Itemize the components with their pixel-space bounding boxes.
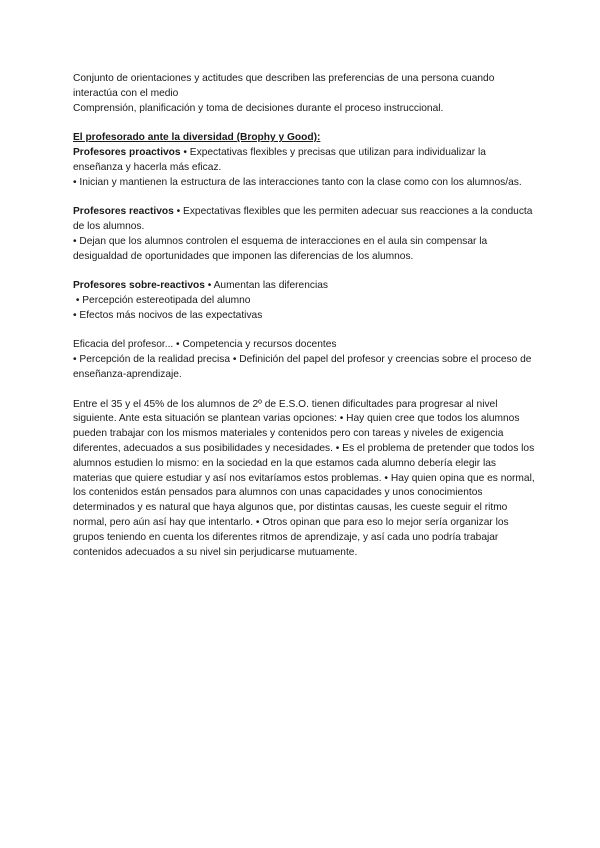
spacer xyxy=(73,190,535,205)
reactive-paragraph xyxy=(73,205,535,235)
final-paragraph: Entre el 35 y el 45% de los alumnos de 2º de E.S.O. tienen dificultades para progresar al nivel siguiente. Ante esta situación se plantean varias opciones: • Hay quien cree que todos los alumnos pueden trabajar con los mismos materiales y contenidos pero con tareas y niveles de exigencia diferentes, adecuados a sus posibilidades y necesidades. • Es el problema de pretender que todos los alumnos estudien lo mismo: en la sociedad en la que estamos cada alumno debería elegir las materias que quiere estudiar y así nos evitaríamos estos problemas. • Hay quien opina que es normal, los contenidos están pensados para alumnos con unas capacidades y unos conocimientos determinados y es natural que haya algunos que, por distintas causas, les cueste seguir el ritmo normal, pero aún así hay que intentarlo. • Otros opinan que para eso lo mejor sería organizar los grupos teniendo en cuenta los diferentes ritmos de aprendizaje, y así cada uno podría trabajar contenidos adecuados a su nivel sin perjudicarse mutuamente. xyxy=(73,398,535,558)
proactive-label: Profesores proactivos xyxy=(73,146,181,158)
efficacy-line-1: Eficacia del profesor... • Competencia y recursos docentes xyxy=(73,339,337,351)
over-reactive-label: Profesores sobre-reactivos xyxy=(73,280,205,292)
over-reactive-paragraph xyxy=(73,279,535,294)
reactive-text-1: • Expectativas flexibles que les permiten adecuar sus reacciones a la conducta de los alumnos. xyxy=(73,206,533,232)
spacer xyxy=(73,324,535,339)
spacer xyxy=(73,116,535,131)
document-body xyxy=(73,72,535,560)
proactive-paragraph xyxy=(73,146,535,176)
section-heading: El profesorado ante la diversidad (Brophy y Good): xyxy=(73,132,321,144)
over-reactive-text-3: • Efectos más nocivos de las expectativas xyxy=(73,309,263,321)
efficacy-line-2: • Percepción de la realidad precisa • Definición del papel del profesor y creencias sobre el proceso de enseñanza-aprendizaje. xyxy=(73,354,532,380)
over-reactive-text-1: • Aumentan las diferencias xyxy=(204,280,328,292)
over-reactive-text-2: • Percepción estereotipada del alumno xyxy=(73,294,251,306)
proactive-text-1: • Expectativas flexibles y precisas que utilizan para individualizar la enseñanza y hacerla más eficaz. xyxy=(73,146,486,173)
intro-line-1: Conjunto de orientaciones y actitudes que describen las preferencias de una persona cuando interactúa con el medio xyxy=(73,73,495,99)
spacer xyxy=(73,383,535,398)
proactive-text-2: • Inician y mantienen la estructura de las interacciones tanto con la clase como con los alumnos/as. xyxy=(73,176,522,188)
reactive-text-2: • Dejan que los alumnos controlen el esquema de interacciones en el aula sin compensar la desigualdad de oportunidades que imponen las diferencias de los alumnos. xyxy=(73,235,488,262)
reactive-label: Profesores reactivos xyxy=(73,206,174,218)
intro-line-2: Comprensión, planificación y toma de decisiones durante el proceso instruccional. xyxy=(73,102,444,114)
spacer xyxy=(73,264,535,279)
